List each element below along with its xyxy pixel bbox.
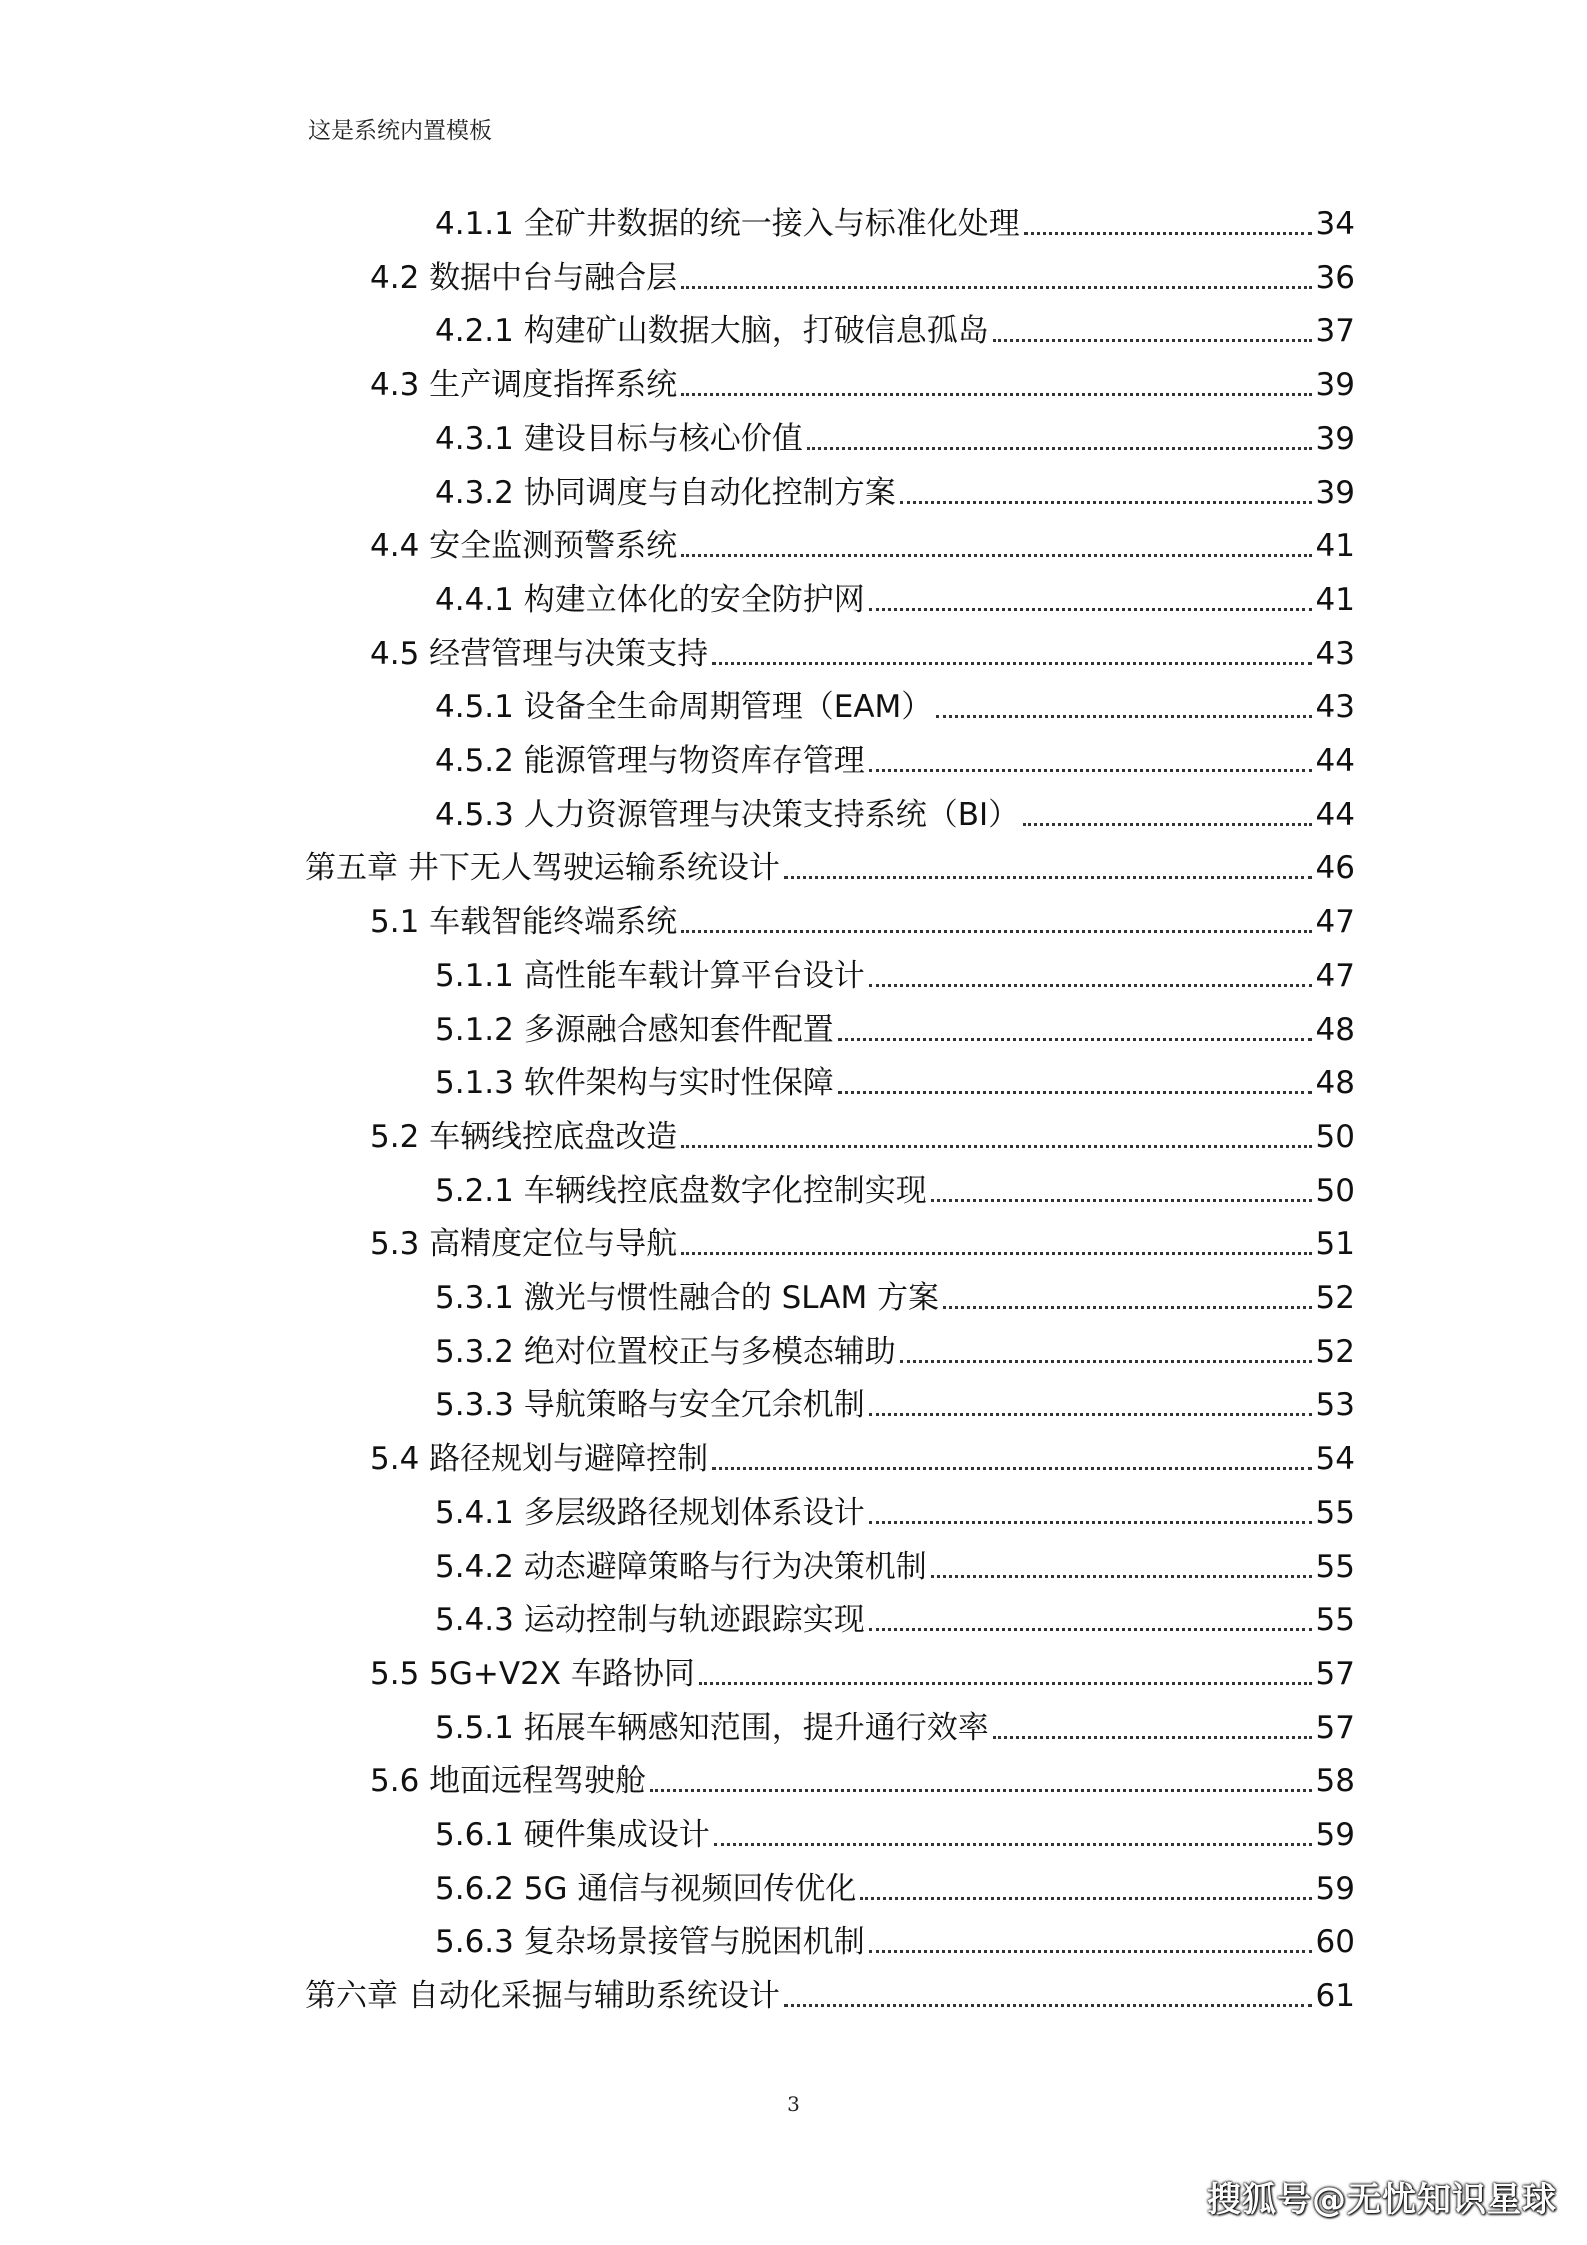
toc-dot-leader: [1024, 232, 1312, 235]
toc-entry-title: 5.4.1 多层级路径规划体系设计: [435, 1494, 865, 1531]
toc-entry-title: 5.1.2 多源融合感知套件配置: [435, 1011, 834, 1048]
toc-entry-page: 44: [1315, 743, 1355, 779]
toc-entry-title: 4.5.3 人力资源管理与决策支持系统（BI）: [435, 796, 1020, 833]
toc-entry-page: 39: [1315, 420, 1355, 457]
toc-dot-leader: [869, 984, 1312, 987]
toc-entry-page: 51: [1315, 1226, 1355, 1263]
toc-dot-leader: [869, 1628, 1312, 1631]
toc-entry-title: 5.6 地面远程驾驶舱: [370, 1763, 647, 1800]
toc-entry-title: 5.3.3 导航策略与安全冗余机制: [435, 1387, 865, 1424]
toc-entry-title: 5.4 路径规划与避障控制: [370, 1441, 709, 1478]
toc-dot-leader: [681, 1252, 1311, 1255]
toc-entry[interactable]: [435, 1163, 1355, 1211]
toc-entry[interactable]: [435, 465, 1355, 513]
toc-entry-title: 4.5 经营管理与决策支持: [370, 635, 709, 672]
toc-entry[interactable]: [435, 196, 1355, 244]
toc-entry-title: 5.5 5G+V2X 车路协同: [370, 1655, 695, 1692]
toc-dot-leader: [869, 1413, 1312, 1416]
toc-entry[interactable]: [435, 1700, 1355, 1748]
toc-dot-leader: [860, 1897, 1311, 1900]
toc-entry[interactable]: [435, 1914, 1355, 1962]
toc-entry-page: 44: [1315, 796, 1355, 833]
toc-entry-page: 52: [1315, 1333, 1355, 1370]
toc-dot-leader: [712, 662, 1311, 665]
toc-entry-page: 60: [1315, 1924, 1355, 1961]
toc-entry-page: 55: [1315, 1602, 1355, 1639]
toc-entry-page: 43: [1315, 689, 1355, 726]
toc-dot-leader: [784, 2004, 1312, 2007]
toc-entry[interactable]: [370, 1216, 1355, 1264]
toc-dot-leader: [931, 1575, 1312, 1578]
toc-entry-title: 4.3.1 建设目标与核心价值: [435, 420, 803, 457]
toc-entry-page: 41: [1315, 581, 1355, 618]
page-header: 这是系统内置模板: [308, 118, 492, 144]
toc-entry-page: 52: [1315, 1280, 1355, 1316]
toc-entry-page: 34: [1315, 206, 1355, 242]
toc-entry-page: 48: [1315, 1065, 1355, 1102]
toc-dot-leader: [681, 554, 1311, 557]
toc-entry-title: 4.3 生产调度指挥系统: [370, 367, 678, 404]
toc-dot-leader: [869, 769, 1312, 772]
toc-dot-leader: [931, 1199, 1312, 1202]
toc-entry-page: 36: [1315, 259, 1355, 296]
toc-entry[interactable]: [370, 1646, 1355, 1694]
toc-entry-title: 第六章 自动化采掘与辅助系统设计: [305, 1978, 780, 2015]
toc-entry-title: 5.3.2 绝对位置校正与多模态辅助: [435, 1333, 896, 1370]
toc-entry-page: 61: [1315, 1978, 1355, 2015]
toc-dot-leader: [712, 1467, 1311, 1470]
toc-entry-page: 59: [1315, 1817, 1355, 1853]
toc-entry[interactable]: [435, 303, 1355, 351]
toc-entry[interactable]: [435, 1270, 1355, 1318]
toc-entry-page: 59: [1315, 1870, 1355, 1907]
toc-entry[interactable]: [370, 894, 1355, 942]
toc-entry[interactable]: [435, 1324, 1355, 1372]
toc-entry[interactable]: [370, 1431, 1355, 1479]
toc-entry-title: 4.2 数据中台与融合层: [370, 259, 678, 296]
toc-entry-page: 41: [1315, 528, 1355, 565]
toc-entry-title: 第五章 井下无人驾驶运输系统设计: [305, 850, 780, 887]
toc-entry-page: 39: [1315, 474, 1355, 511]
toc-entry-title: 5.3.1 激光与惯性融合的 SLAM 方案: [435, 1280, 940, 1316]
toc-dot-leader: [681, 393, 1311, 396]
toc-dot-leader: [993, 1736, 1312, 1739]
toc-dot-leader: [900, 501, 1312, 504]
toc-dot-leader: [993, 339, 1312, 342]
toc-dot-leader: [807, 447, 1312, 450]
toc-entry[interactable]: [435, 1592, 1355, 1640]
toc-entry-page: 50: [1315, 1172, 1355, 1209]
toc-entry[interactable]: [435, 411, 1355, 459]
toc-entry[interactable]: [435, 787, 1355, 835]
toc-dot-leader: [699, 1682, 1312, 1685]
toc-entry-title: 4.2.1 构建矿山数据大脑，打破信息孤岛: [435, 313, 989, 350]
toc-dot-leader: [681, 286, 1311, 289]
toc-dot-leader: [936, 715, 1311, 718]
toc-dot-leader: [784, 876, 1312, 879]
toc-entry[interactable]: [305, 840, 1355, 888]
toc-entry[interactable]: [435, 1539, 1355, 1587]
toc-entry-page: 47: [1315, 957, 1355, 994]
toc-entry-title: 4.3.2 协同调度与自动化控制方案: [435, 474, 896, 511]
toc-entry[interactable]: [435, 733, 1355, 781]
toc-dot-leader: [838, 1038, 1312, 1041]
toc-entry-title: 5.4.2 动态避障策略与行为决策机制: [435, 1548, 927, 1585]
toc-entry[interactable]: [305, 1968, 1355, 2016]
toc-entry[interactable]: [435, 1002, 1355, 1050]
toc-entry[interactable]: [435, 1055, 1355, 1103]
toc-entry-title: 5.1.1 高性能车载计算平台设计: [435, 957, 865, 994]
toc-entry-title: 5.2.1 车辆线控底盘数字化控制实现: [435, 1172, 927, 1209]
toc-dot-leader: [681, 1145, 1311, 1148]
toc-entry-page: 43: [1315, 635, 1355, 672]
toc-entry[interactable]: [370, 1109, 1355, 1157]
toc-entry-title: 5.6.2 5G 通信与视频回传优化: [435, 1870, 857, 1907]
toc-entry-page: 50: [1315, 1118, 1355, 1155]
toc-dot-leader: [650, 1789, 1311, 1792]
toc-entry-page: 54: [1315, 1441, 1355, 1478]
toc-entry-title: 4.4.1 构建立体化的安全防护网: [435, 581, 865, 618]
toc-entry-title: 4.5.1 设备全生命周期管理（EAM）: [435, 689, 933, 726]
toc-entry[interactable]: [370, 357, 1355, 405]
toc-entry[interactable]: [435, 1807, 1355, 1855]
toc-dot-leader: [838, 1091, 1312, 1094]
toc-entry-page: 55: [1315, 1548, 1355, 1585]
toc-entry-title: 4.1.1 全矿井数据的统一接入与标准化处理: [435, 206, 1020, 242]
toc-entry-page: 47: [1315, 904, 1355, 941]
toc-entry[interactable]: [435, 948, 1355, 996]
toc-entry-page: 58: [1315, 1763, 1355, 1800]
toc-dot-leader: [869, 1950, 1312, 1953]
toc-dot-leader: [869, 1521, 1312, 1524]
toc-entry-page: 39: [1315, 367, 1355, 404]
toc-entry-title: 5.5.1 拓展车辆感知范围，提升通行效率: [435, 1709, 989, 1746]
toc-dot-leader: [681, 930, 1311, 933]
toc-entry-page: 55: [1315, 1494, 1355, 1531]
toc-entry-page: 48: [1315, 1011, 1355, 1048]
toc-entry[interactable]: [370, 626, 1355, 674]
toc-entry[interactable]: [370, 250, 1355, 298]
toc-entry-page: 46: [1315, 850, 1355, 887]
toc-entry[interactable]: [435, 1377, 1355, 1425]
watermark: 搜狐号@无忧知识星球: [1207, 2180, 1557, 2220]
toc-entry-page: 53: [1315, 1387, 1355, 1424]
toc-entry[interactable]: [370, 518, 1355, 566]
page-number: 3: [787, 2092, 800, 2116]
toc-entry[interactable]: [435, 572, 1355, 620]
toc-dot-leader: [714, 1843, 1312, 1846]
toc-entry-title: 5.4.3 运动控制与轨迹跟踪实现: [435, 1602, 865, 1639]
toc-entry[interactable]: [435, 1861, 1355, 1909]
toc-entry-title: 5.1.3 软件架构与实时性保障: [435, 1065, 834, 1102]
toc-entry[interactable]: [370, 1753, 1355, 1801]
toc-entry-title: 5.2 车辆线控底盘改造: [370, 1118, 678, 1155]
toc-entry-page: 37: [1315, 313, 1355, 350]
toc-entry-title: 4.5.2 能源管理与物资库存管理: [435, 743, 865, 779]
toc-entry-page: 57: [1315, 1655, 1355, 1692]
toc-entry[interactable]: [435, 1485, 1355, 1533]
toc-dot-leader: [1023, 823, 1311, 826]
toc-entry-title: 4.4 安全监测预警系统: [370, 528, 678, 565]
toc-entry[interactable]: [435, 679, 1355, 727]
toc-dot-leader: [900, 1360, 1312, 1363]
toc-entry-title: 5.6.1 硬件集成设计: [435, 1817, 710, 1853]
toc-dot-leader: [943, 1306, 1311, 1309]
toc-dot-leader: [869, 608, 1312, 611]
toc-entry-title: 5.1 车载智能终端系统: [370, 904, 678, 941]
toc-entry-title: 5.6.3 复杂场景接管与脱困机制: [435, 1924, 865, 1961]
toc-entry-title: 5.3 高精度定位与导航: [370, 1226, 678, 1263]
toc-entry-page: 57: [1315, 1709, 1355, 1746]
